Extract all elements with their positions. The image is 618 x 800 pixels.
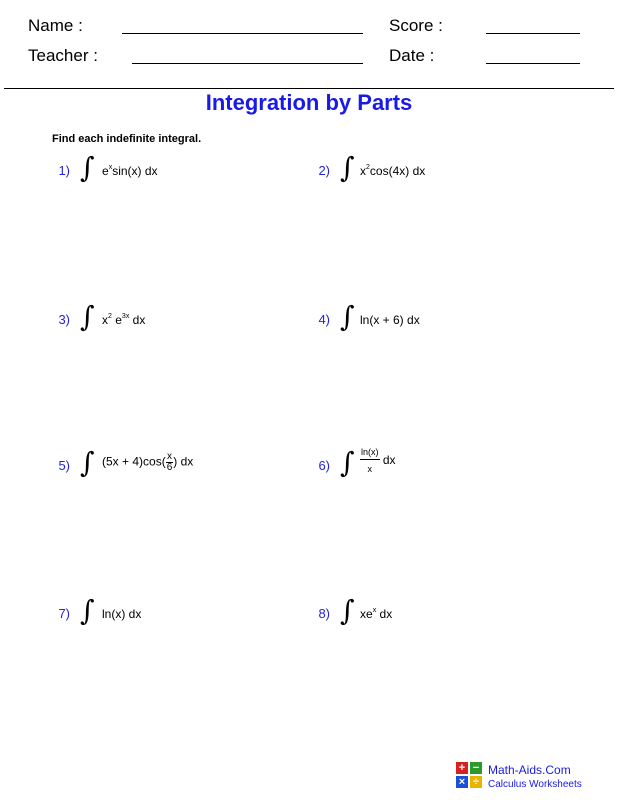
brand-tagline: Calculus Worksheets bbox=[488, 779, 582, 790]
problem-expression: ln(x + 6) dx bbox=[360, 313, 420, 327]
integral-sign: ∫ bbox=[80, 446, 95, 479]
problem-number: 7) bbox=[58, 606, 70, 621]
integral-sign: ∫ bbox=[340, 151, 355, 184]
problem-expression: ln(x) dx bbox=[102, 607, 142, 621]
header-rule bbox=[4, 88, 614, 89]
date-label: Date : bbox=[389, 46, 435, 65]
name-label: Name : bbox=[28, 16, 83, 35]
integral-sign: ∫ bbox=[340, 446, 355, 479]
integral-sign: ∫ bbox=[80, 300, 95, 333]
teacher-blank bbox=[132, 63, 363, 64]
problem-number: 3) bbox=[58, 312, 70, 327]
problem-expression: $e^x\sin(x)$ dx bbox=[102, 164, 158, 178]
integral-sign: ∫ bbox=[340, 300, 355, 333]
brand-name: Math-Aids.Com bbox=[488, 763, 571, 777]
problem-number: 8) bbox=[318, 606, 330, 621]
problem-expression: (5x + 4)cos( $\frac{x}{6}$ ) dx bbox=[102, 451, 194, 473]
worksheet-title: Integration by Parts bbox=[205, 90, 413, 115]
problem-expression: $\frac{\ln(x)}{x}$ dx bbox=[361, 447, 396, 474]
score-blank bbox=[486, 33, 580, 34]
problem-expression: $x^2$ $e^{3x}$ dx bbox=[102, 313, 146, 327]
problem-number: 4) bbox=[318, 312, 330, 327]
math-aids-logo-icon: + − × ÷ bbox=[456, 762, 484, 790]
problem-number: 6) bbox=[318, 458, 330, 473]
problem-expression: $xe^x$ dx bbox=[360, 607, 393, 621]
problem-number: 2) bbox=[318, 163, 330, 178]
integral-sign: ∫ bbox=[80, 594, 95, 627]
problem-number: 5) bbox=[58, 458, 70, 473]
score-label: Score : bbox=[389, 16, 443, 35]
date-blank bbox=[486, 63, 580, 64]
name-blank bbox=[122, 33, 363, 34]
integral-sign: ∫ bbox=[80, 151, 95, 184]
problem-number: 1) bbox=[58, 163, 70, 178]
instructions: Find each indefinite integral. bbox=[52, 133, 202, 145]
integral-sign: ∫ bbox=[340, 594, 355, 627]
problem-expression: $x^2\cos(4x)$ dx bbox=[360, 164, 426, 178]
teacher-label: Teacher : bbox=[28, 46, 98, 65]
